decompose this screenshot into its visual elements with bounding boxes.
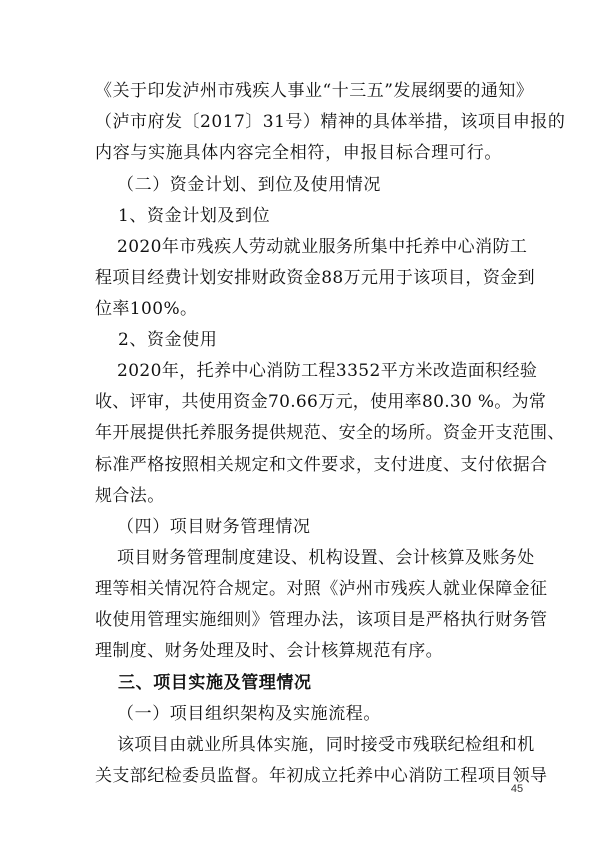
text-line-16: 项目财务管理制度建设、机构设置、会计核算及账务处 bbox=[117, 548, 535, 568]
text-line-7: 程项目经费计划安排财政资金88万元用于该项目，资金到 bbox=[95, 268, 536, 288]
text-line-2: （泸市府发〔2017〕31号）精神的具体举措，该项目申报的 bbox=[95, 112, 566, 132]
text-line-6: 2020年市残疾人劳动就业服务所集中托养中心消防工 bbox=[117, 237, 528, 257]
text-line-3: 内容与实施具体内容完全相符，申报目标合理可行。 bbox=[95, 143, 503, 163]
subsection-plan-heading: 1、资金计划及到位 bbox=[118, 206, 271, 226]
section-heading-implementation: 三、项目实施及管理情况 bbox=[118, 673, 312, 693]
text-line-13: 标准严格按照相关规定和文件要求，支付进度、支付依据合 bbox=[95, 455, 548, 475]
subsection-usage-heading: 2、资金使用 bbox=[118, 330, 218, 350]
text-line-8: 位率100%。 bbox=[95, 299, 198, 319]
text-line-17: 理等相关情况符合规定。对照《泸州市残疾人就业保障金征 bbox=[95, 579, 548, 599]
text-line-10: 2020年，托养中心消防工程3352平方米改造面积经验 bbox=[117, 361, 538, 381]
text-line-14: 规合法。 bbox=[95, 486, 165, 506]
text-line-22: 该项目由就业所具体实施，同时接受市残联纪检组和机 bbox=[117, 735, 535, 755]
text-line-23: 关支部纪检委员监督。年初成立托养中心消防工程项目领导 bbox=[95, 766, 548, 786]
text-line-12: 年开展提供托养服务提供规范、安全的场所。资金开支范围、 bbox=[95, 423, 565, 443]
text-line-18: 收使用管理实施细则》管理办法，该项目是严格执行财务管 bbox=[95, 610, 548, 630]
text-line-1: 《关于印发泸州市残疾人事业“十三五”发展纲要的通知》 bbox=[95, 81, 534, 101]
section-subheading-finance: （四）项目财务管理情况 bbox=[117, 517, 311, 537]
text-line-19: 理制度、财务处理及时、会计核算规范有序。 bbox=[95, 641, 443, 661]
page-number: 45 bbox=[510, 783, 524, 795]
section-subheading-organization: （一）项目组织架构及实施流程。 bbox=[117, 704, 381, 724]
text-line-11: 收、评审，共使用资金70.66万元，使用率80.30 %。为常 bbox=[95, 392, 547, 412]
section-subheading-funds: （二）资金计划、到位及使用情况 bbox=[117, 175, 381, 195]
